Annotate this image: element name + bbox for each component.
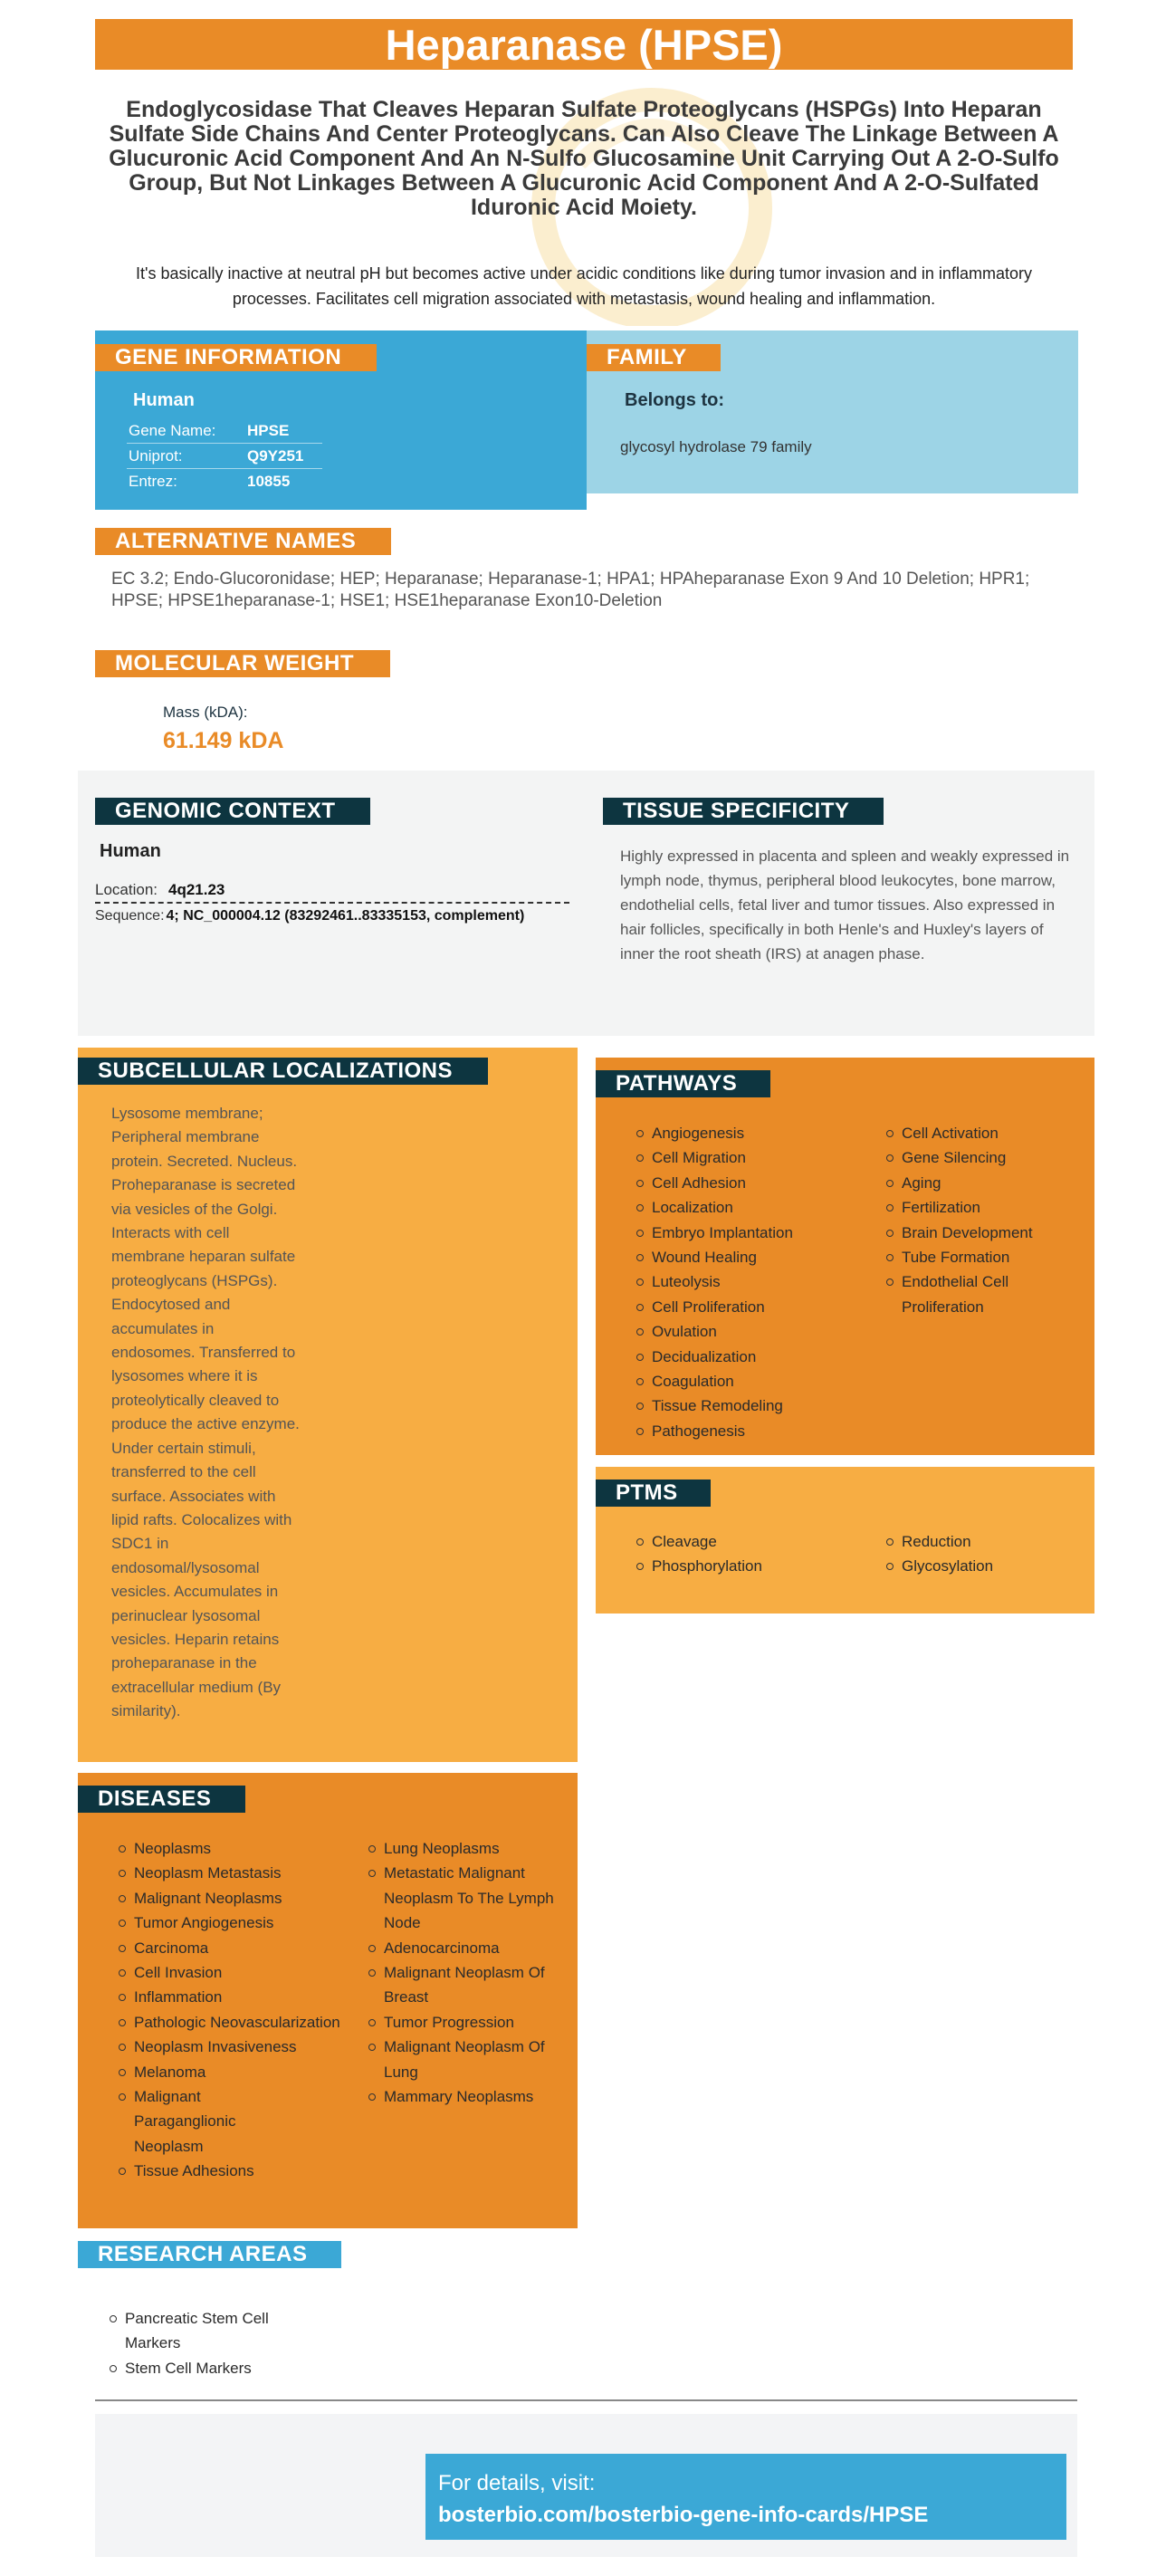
list-item: Fertilization xyxy=(884,1195,1065,1220)
alternative-names-text: EC 3.2; Endo-Glucoronidase; HEP; Heparanase; Heparanase-1; HPA1; HPAheparanase Exon 9 And 10 Deletion; HPR1; HPSE; HPSE1heparanase-1; HSE1; HSE1heparanase Exon10-Deletion xyxy=(111,570,1030,610)
list-item: Cell Proliferation xyxy=(634,1295,860,1319)
diseases-list-2 xyxy=(366,1836,569,2109)
list-item: Mammary Neoplasms xyxy=(366,2084,569,2109)
list-item: Neoplasm Invasiveness xyxy=(116,2035,356,2059)
list-item: Wound Healing xyxy=(634,1245,860,1269)
list-item: Tissue Remodeling xyxy=(634,1393,860,1418)
list-item: Cell Invasion xyxy=(116,1960,356,1985)
footer-divider xyxy=(95,2399,1077,2401)
list-item: Lung Neoplasms xyxy=(366,1836,569,1861)
pathways-heading: PATHWAYS xyxy=(596,1070,770,1097)
list-item: Malignant Neoplasm Of Lung xyxy=(366,2035,569,2084)
subcellular-text: Lysosome membrane; Peripheral membrane protein. Secreted. Nucleus. Proheparanase is secreted via vesicles of the Golgi. Interacts with cell membrane heparan sulfate proteoglycans (HSPGs). Endocytosed and accumulates in endosomes. Transferred to lysosomes where it is proteolytically cleaved to produce the active enzyme. Under certain stimuli, transferred to the cell surface. Associates with lipid rafts. Colocalizes with SDC1 in endosomal/lysosomal vesicles. Accumulates in perinuclear lysosomal vesicles. Heparin retains proheparanase in the extracellular medium (By similarity). xyxy=(111,1105,300,1720)
molecular-weight-heading: MOLECULAR WEIGHT xyxy=(95,650,390,677)
list-item: Cell Migration xyxy=(634,1145,860,1170)
list-item: Neoplasm Metastasis xyxy=(116,1861,356,1885)
family-belongs-to-label: Belongs to: xyxy=(625,390,724,410)
list-item: Malignant Neoplasm Of Breast xyxy=(366,1960,569,2010)
location-value: 4q21.23 xyxy=(168,881,225,898)
list-item: Reduction xyxy=(884,1529,1065,1554)
list-item: Malignant Neoplasms xyxy=(116,1886,356,1910)
list-item: Phosphorylation xyxy=(634,1554,860,1578)
list-item: Brain Development xyxy=(884,1221,1065,1245)
uniprot-value: Q9Y251 xyxy=(247,446,304,464)
list-item: Metastatic Malignant Neoplasm To The Lymph Node xyxy=(366,1861,569,1935)
list-item: Decidualization xyxy=(634,1345,860,1369)
list-item: Tissue Adhesions xyxy=(116,2159,356,2183)
alternative-names-heading: ALTERNATIVE NAMES xyxy=(95,528,391,555)
diseases-heading: DISEASES xyxy=(78,1786,245,1813)
footer-details-link[interactable]: bosterbio.com/bosterbio-gene-info-cards/HPSE xyxy=(438,2503,929,2527)
list-item: Gene Silencing xyxy=(884,1145,1065,1170)
list-item: Cell Adhesion xyxy=(634,1171,860,1195)
page-title: Heparanase (HPSE) xyxy=(385,20,783,69)
diseases-list-1 xyxy=(116,1836,356,2184)
uniprot-label: Uniprot: xyxy=(129,446,183,464)
research-areas-list xyxy=(107,2306,306,2380)
list-item: Adenocarcinoma xyxy=(366,1936,569,1960)
list-item: Aging xyxy=(884,1171,1065,1195)
ptms-list-2 xyxy=(884,1529,1065,1579)
list-item: Cell Activation xyxy=(884,1121,1065,1145)
list-item: Pancreatic Stem Cell Markers xyxy=(107,2306,306,2356)
list-item: Tumor Progression xyxy=(366,2010,569,2035)
list-item: Luteolysis xyxy=(634,1269,860,1294)
gene-info-organism: Human xyxy=(133,390,195,410)
list-item: Endothelial Cell Proliferation xyxy=(884,1269,1065,1319)
list-item: Angiogenesis xyxy=(634,1121,860,1145)
location-label: Location: xyxy=(95,881,158,898)
family-text: glycosyl hydrolase 79 family xyxy=(620,438,812,455)
protein-intro-text: It's basically inactive at neutral pH but becomes active under acidic conditions like during tumor invasion and in inflammatory processes. Facilitates cell migration associated with metastasis, wound healing and inflammation. xyxy=(136,264,1032,308)
subcellular-heading: SUBCELLULAR LOCALIZATIONS xyxy=(78,1058,488,1085)
list-item: Tube Formation xyxy=(884,1245,1065,1269)
research-areas-heading: RESEARCH AREAS xyxy=(78,2241,341,2268)
ptms-list-1 xyxy=(634,1529,860,1579)
entrez-row xyxy=(127,469,322,494)
entrez-value: 10855 xyxy=(247,473,291,490)
list-item: Coagulation xyxy=(634,1369,860,1393)
family-heading: FAMILY xyxy=(587,344,721,371)
sequence-label: Sequence: xyxy=(95,908,165,924)
footer-details-label: For details, visit: xyxy=(438,2471,596,2495)
tissue-specificity-heading: TISSUE SPECIFICITY xyxy=(603,798,884,825)
list-item: Neoplasms xyxy=(116,1836,356,1861)
genomic-context-organism: Human xyxy=(100,841,161,861)
list-item: Inflammation xyxy=(116,1985,356,2009)
list-item: Tumor Angiogenesis xyxy=(116,1910,356,1935)
sequence-value: 4; NC_000004.12 (83292461..83335153, complement) xyxy=(166,908,525,924)
list-item: Pathogenesis xyxy=(634,1419,860,1443)
tissue-specificity-text: Highly expressed in placenta and spleen and weakly expressed in lymph node, thymus, peripheral blood leukocytes, bone marrow, endothelial cells, fetal liver and tumor tissues. Also expressed in hair follicles, specifically in both Henle's and Huxley's layers of inner the root sheath (IRS) at anagen phase. xyxy=(620,847,1070,962)
gene-name-value: HPSE xyxy=(247,421,290,439)
list-item: Embryo Implantation xyxy=(634,1221,860,1245)
gene-information-heading: GENE INFORMATION xyxy=(95,344,377,371)
list-item: Malignant Paraganglionic Neoplasm xyxy=(116,2084,297,2159)
mass-label: Mass (kDA): xyxy=(163,704,248,721)
protein-function-summary: Endoglycosidase That Cleaves Heparan Sulfate Proteoglycans (HSPGs) Into Heparan Sulfate Side Chains And Center Proteoglycans. Can Also Cleave The Linkage Between A Glucuronic Acid Component And An N-Sulfo Glucosamine Unit Carrying Out A 2-O-Sulfo Group, But Not Linkages Between A Glucuronic Acid Component And A 2-O-Sulfated Iduronic Acid Moiety. xyxy=(109,97,1059,220)
uniprot-row xyxy=(127,444,322,469)
list-item: Pathologic Neovascularization xyxy=(116,2010,356,2035)
pathways-list-1 xyxy=(634,1121,860,1443)
pathways-list-2 xyxy=(884,1121,1065,1319)
footer-details-box xyxy=(425,2454,1066,2540)
mass-value: 61.149 kDA xyxy=(163,728,284,753)
list-item: Localization xyxy=(634,1195,860,1220)
list-item: Glycosylation xyxy=(884,1554,1065,1578)
gene-name-label: Gene Name: xyxy=(129,421,216,439)
list-item: Melanoma xyxy=(116,2060,356,2084)
gene-name-row xyxy=(127,418,322,444)
list-item: Ovulation xyxy=(634,1319,860,1344)
genomic-location-row xyxy=(95,878,569,904)
genomic-context-heading: GENOMIC CONTEXT xyxy=(95,798,370,825)
list-item: Carcinoma xyxy=(116,1936,356,1960)
list-item: Stem Cell Markers xyxy=(107,2356,306,2380)
genomic-sequence-row xyxy=(95,908,602,924)
entrez-label: Entrez: xyxy=(129,473,177,490)
ptms-heading: PTMS xyxy=(596,1480,711,1507)
list-item: Cleavage xyxy=(634,1529,860,1554)
